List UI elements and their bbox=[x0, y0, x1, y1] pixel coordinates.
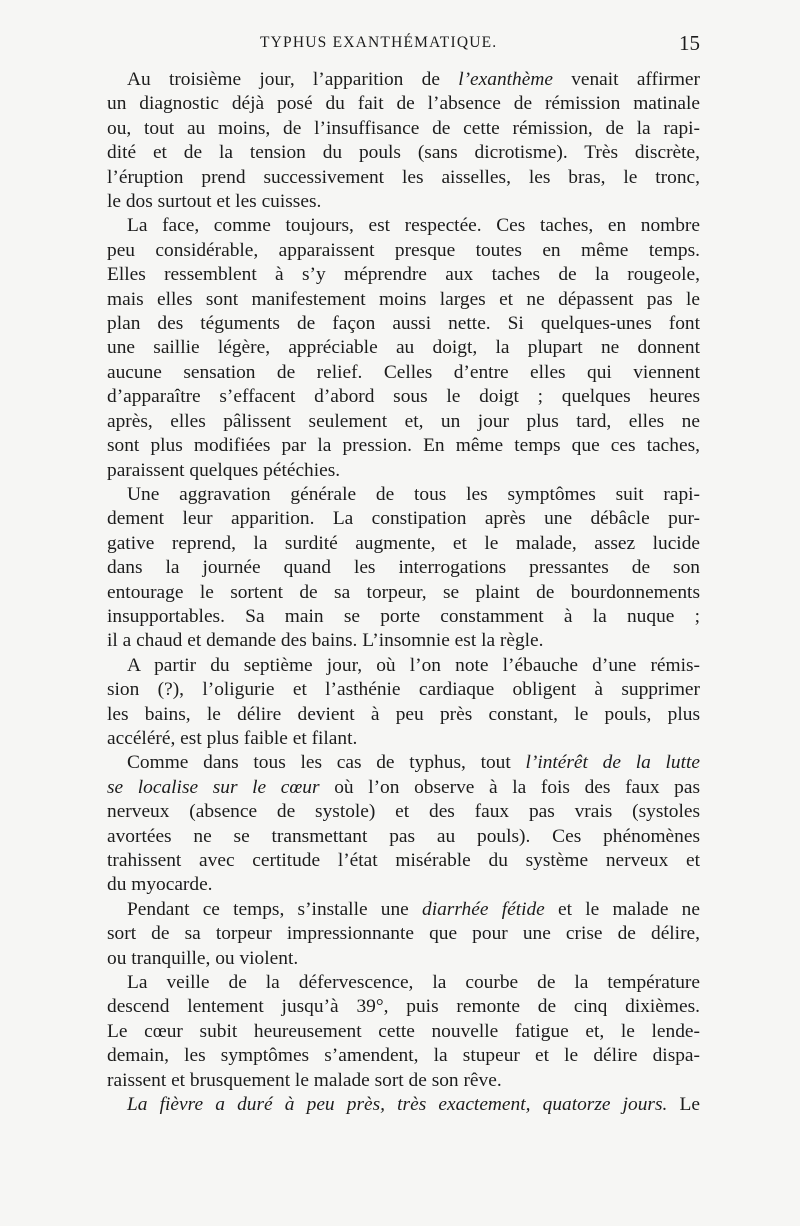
text-line bbox=[107, 483, 700, 507]
text-line bbox=[107, 581, 700, 605]
text-line bbox=[107, 117, 700, 141]
text-line bbox=[107, 605, 700, 629]
text-run: du myocarde. bbox=[107, 874, 213, 896]
text-line bbox=[107, 166, 700, 190]
text-line bbox=[107, 141, 700, 165]
text-run: La veille de la défervescence, la courbe de la température bbox=[127, 972, 700, 994]
text-line bbox=[107, 336, 700, 360]
text-run: avortées ne se transmettant pas au pouls). Ces phénomènes bbox=[107, 825, 700, 847]
text-line bbox=[107, 898, 700, 922]
text-run: dité et de la tension du pouls (sans dicrotisme). Très discrète, bbox=[107, 142, 700, 164]
text-line bbox=[107, 800, 700, 824]
text-run: insupportables. Sa main se porte constamment à la nuque ; bbox=[107, 605, 700, 627]
text-line bbox=[107, 263, 700, 287]
text-line bbox=[107, 385, 700, 409]
text-line bbox=[107, 751, 700, 775]
text-run: La face, comme toujours, est respectée. Ces taches, en nombre bbox=[127, 215, 700, 237]
text-run: accéléré, est plus faible et filant. bbox=[107, 727, 358, 749]
text-line bbox=[107, 459, 700, 483]
text-line bbox=[107, 873, 700, 897]
text-run: Le cœur subit heureusement cette nouvelle fatigue et, le lende- bbox=[107, 1020, 700, 1042]
italic-text: diarrhée fétide bbox=[422, 898, 545, 920]
text-run: mais elles sont manifestement moins larges et ne dépassent pas le bbox=[107, 288, 700, 310]
italic-text: l’exanthème bbox=[458, 69, 553, 90]
text-run: sont plus modifiées par la pression. En même temps que ces taches, bbox=[107, 435, 700, 457]
text-line bbox=[107, 678, 700, 702]
text-run: trahissent avec certitude l’état misérable du système nerveux et bbox=[107, 850, 700, 871]
text-line bbox=[107, 703, 700, 727]
text-run: aucune sensation de relief. Celles d’entre elles qui viennent bbox=[107, 361, 700, 383]
text-line bbox=[107, 92, 700, 116]
text-line bbox=[107, 1093, 700, 1117]
text-run: plan des téguments de façon aussi nette. Si quelques-unes font bbox=[107, 313, 700, 335]
italic-text: se localise sur le cœur bbox=[107, 776, 320, 798]
text-run: et le malade ne bbox=[544, 898, 700, 920]
text-line bbox=[107, 776, 700, 800]
text-line bbox=[107, 556, 700, 580]
text-run: venait affirmer bbox=[552, 69, 700, 90]
text-run: A partir du septième jour, où l’on note l’ébauche d’une rémis- bbox=[127, 654, 700, 676]
text-line bbox=[107, 532, 700, 556]
text-run: paraissent quelques pétéchies. bbox=[107, 459, 341, 481]
text-run: Au troisième jour, l’apparition de bbox=[127, 69, 459, 90]
text-line bbox=[107, 971, 700, 995]
text-run: dans la journée quand les interrogations pressantes de son bbox=[107, 557, 700, 579]
text-run: dement leur apparition. La constipation après une débâcle pur- bbox=[107, 508, 700, 530]
text-run: sort de sa torpeur impressionnante que pour une crise de délire, bbox=[107, 923, 700, 945]
text-line bbox=[107, 410, 700, 434]
text-run: Le bbox=[667, 1094, 700, 1116]
text-line bbox=[107, 361, 700, 385]
text-run: les bains, le délire devient à peu près constant, le pouls, plus bbox=[107, 703, 700, 725]
text-line bbox=[107, 312, 700, 336]
text-line bbox=[107, 214, 700, 238]
text-line bbox=[107, 239, 700, 263]
text-run: ou tranquille, ou violent. bbox=[107, 947, 299, 969]
text-run: un diagnostic déjà posé du fait de l’absence de rémission matinale bbox=[107, 93, 700, 115]
text-line bbox=[107, 1044, 700, 1068]
text-line bbox=[107, 849, 700, 873]
italic-text: La fièvre a duré à peu près, très exactement, quatorze jours. bbox=[127, 1094, 668, 1116]
text-run: nerveux (absence de systole) et des faux pas vrais (systoles bbox=[107, 801, 700, 823]
page-number: 15 bbox=[679, 31, 700, 55]
text-line bbox=[107, 727, 700, 751]
text-line bbox=[107, 947, 700, 971]
text-run: gative reprend, la surdité augmente, et le malade, assez lucide bbox=[107, 532, 700, 554]
text-run: il a chaud et demande des bains. L’insomnie est la règle. bbox=[107, 630, 544, 652]
text-run: entourage le sortent de sa torpeur, se plaint de bourdonnements bbox=[107, 581, 700, 603]
text-run: l’éruption prend successivement les aisselles, les bras, le tronc, bbox=[107, 166, 700, 188]
text-run: d’apparaître s’effacent d’abord sous le doigt ; quelques heures bbox=[107, 386, 700, 408]
text-line bbox=[107, 68, 700, 92]
text-line bbox=[107, 190, 700, 214]
text-run: sion (?), l’oligurie et l’asthénie cardiaque obligent à supprimer bbox=[107, 679, 700, 701]
text-run: après, elles pâlissent seulement et, un jour plus tard, elles ne bbox=[107, 410, 700, 432]
text-run: Elles ressemblent à s’y méprendre aux taches de la rougeole, bbox=[107, 264, 700, 286]
text-line bbox=[107, 654, 700, 678]
text-run: où l’on observe à la fois des faux pas bbox=[319, 776, 700, 798]
text-run: peu considérable, apparaissent presque toutes en même temps. bbox=[107, 239, 700, 261]
text-line bbox=[107, 922, 700, 946]
body-text bbox=[107, 68, 700, 1117]
text-run: descend lentement jusqu’à 39°, puis remonte de cinq dixièmes. bbox=[107, 996, 700, 1018]
text-run: Comme dans tous les cas de typhus, tout bbox=[127, 752, 526, 774]
text-line bbox=[107, 995, 700, 1019]
text-run: raissent et brusquement le malade sort de son rêve. bbox=[107, 1069, 502, 1091]
text-run: le dos surtout et les cuisses. bbox=[107, 191, 322, 213]
text-run: demain, les symptômes s’amendent, la stupeur et le délire dispa- bbox=[107, 1045, 700, 1067]
text-line bbox=[107, 1020, 700, 1044]
italic-text: l’intérêt de la lutte bbox=[525, 752, 700, 774]
text-line bbox=[107, 507, 700, 531]
running-title: TYPHUS EXANTHÉMATIQUE. bbox=[260, 34, 498, 51]
text-run: ou, tout au moins, de l’insuffisance de cette rémission, de la rapi- bbox=[107, 117, 700, 139]
text-line bbox=[107, 629, 700, 653]
page-header bbox=[108, 32, 700, 60]
text-run: une saillie légère, appréciable au doigt, la plupart ne donnent bbox=[107, 337, 700, 359]
text-run: Une aggravation générale de tous les symptômes suit rapi- bbox=[127, 483, 700, 505]
text-line bbox=[107, 434, 700, 458]
text-run: Pendant ce temps, s’installe une bbox=[127, 898, 423, 920]
text-line bbox=[107, 1069, 700, 1093]
text-line bbox=[107, 825, 700, 849]
text-line bbox=[107, 288, 700, 312]
